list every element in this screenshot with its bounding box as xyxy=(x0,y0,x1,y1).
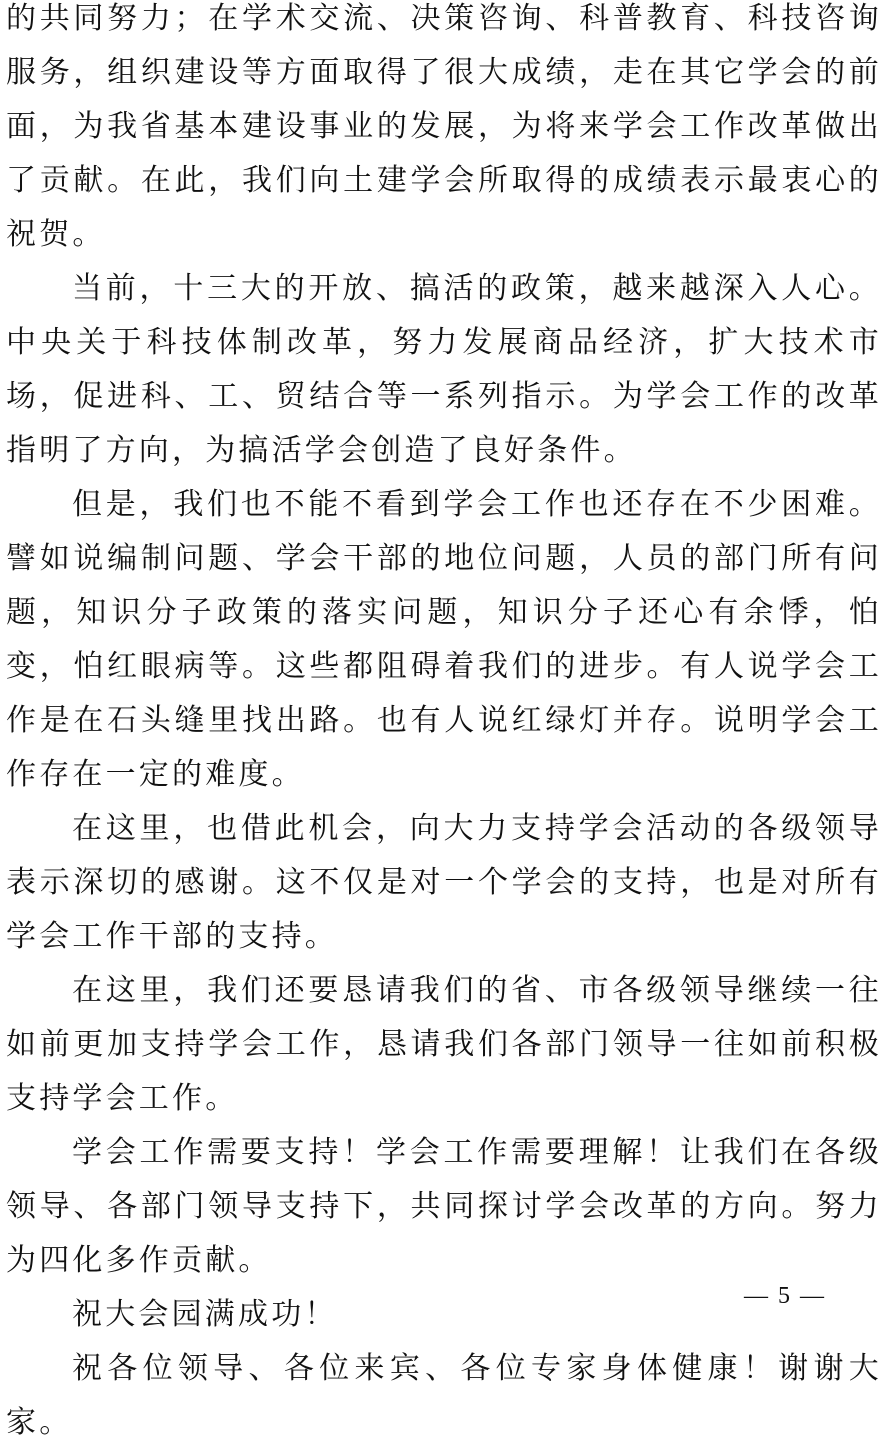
paragraph-call-to-action: 学会工作需要支持！学会工作需要理解！让我们在各级领导、各部门领导支持下，共同探讨学会改革的方向。努力为四化多作贡献。 xyxy=(6,1135,882,1278)
paragraph-closing-wishes: 祝各位领导、各位来宾、各位专家身体健康！谢谢大家。 xyxy=(6,1351,882,1440)
paragraph-request-support: 在这里，我们还要恳请我们的省、市各级领导继续一往如前更加支持学会工作，恳请我们各部门领导一往如前积极支持学会工作。 xyxy=(6,973,882,1116)
paragraph-current-policy: 当前，十三大的开放、搞活的政策，越来越深入人心。中央关于科技体制改革，努力发展商品经济，扩大技术市场，促进科、工、贸结合等一系列指示。为学会工作的改革指明了方向，为搞活学会创造了良好条件。 xyxy=(6,271,882,468)
paragraph-continuation: 的共同努力；在学术交流、决策咨询、科普教育、科技咨询服务，组织建设等方面取得了很大成绩，走在其它学会的前面，为我省基本建设事业的发展，为将来学会工作改革做出了贡献。在此，我们向土建学会所取得的成绩表示最衷心的祝贺。 xyxy=(6,1,882,252)
paragraph-congratulations: 祝大会园满成功！ xyxy=(72,1297,338,1332)
paragraph-difficulties: 但是，我们也不能不看到学会工作也还存在不少困难。譬如说编制问题、学会干部的地位问题，人员的部门所有问题，知识分子政策的落实问题，知识分子还心有余悸，怕变，怕红眼病等。这些都阻碍着我们的进步。有人说学会工作是在石头缝里找出路。也有人说红绿灯并存。说明学会工作存在一定的难度。 xyxy=(6,487,882,792)
document-body xyxy=(6,0,882,1450)
page-number: — 5 — xyxy=(744,1283,826,1309)
paragraph-thanks: 在这里，也借此机会，向大力支持学会活动的各级领导表示深切的感谢。这不仅是对一个学会的支持，也是对所有学会工作干部的支持。 xyxy=(6,811,882,954)
